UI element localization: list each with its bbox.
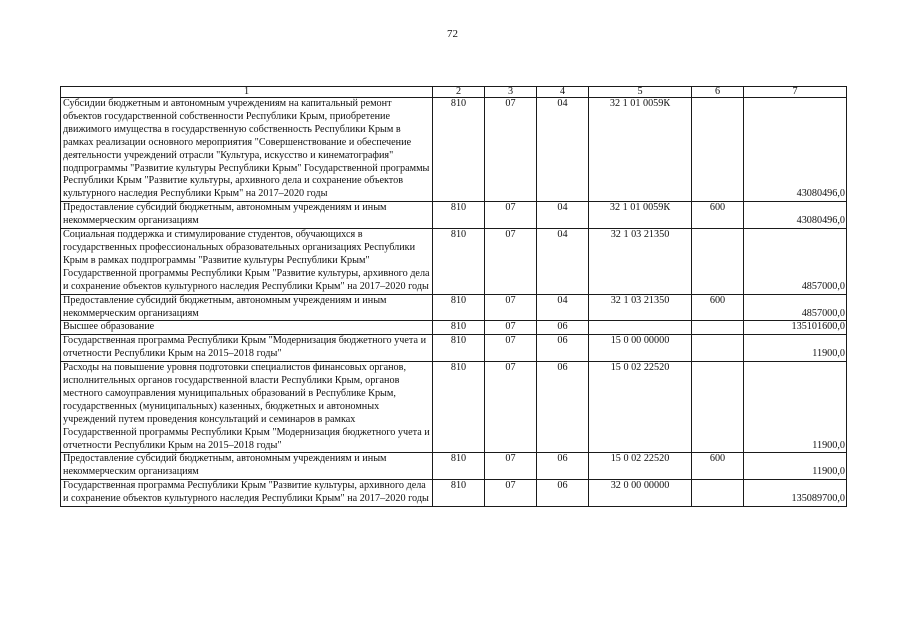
row-amount: 11900,0	[744, 335, 847, 362]
row-ministry-code: 810	[433, 98, 485, 202]
row-ministry-code: 810	[433, 202, 485, 229]
row-description: Высшее образование	[61, 321, 433, 335]
row-ministry-code: 810	[433, 335, 485, 362]
row-expense-type	[692, 335, 744, 362]
row-amount: 4857000,0	[744, 229, 847, 295]
row-ministry-code: 810	[433, 321, 485, 335]
table-row	[61, 480, 847, 507]
row-subsection-code: 06	[537, 321, 589, 335]
column-header: 5	[589, 87, 692, 98]
row-section-code: 07	[485, 362, 537, 453]
column-header: 4	[537, 87, 589, 98]
table-row	[61, 98, 847, 202]
row-description: Предоставление субсидий бюджетным, автономным учреждениям и иным некоммерческим организациям	[61, 294, 433, 321]
row-target-article: 32 1 01 0059К	[589, 202, 692, 229]
row-ministry-code: 810	[433, 229, 485, 295]
row-section-code: 07	[485, 294, 537, 321]
row-expense-type: 600	[692, 202, 744, 229]
row-section-code: 07	[485, 453, 537, 480]
row-amount: 4857000,0	[744, 294, 847, 321]
row-description: Социальная поддержка и стимулирование студентов, обучающихся в государственных профессиональных образовательных организациях Республики Крым в рамках подпрограммы "Развитие культуры Республики Крым" Государственной программы Республики Крым "Развитие культуры, архивного дела и сохранение объектов культурного наследия Республики Крым" на 2017–2020 годы	[61, 229, 433, 295]
row-section-code: 07	[485, 229, 537, 295]
row-subsection-code: 06	[537, 453, 589, 480]
row-subsection-code: 06	[537, 362, 589, 453]
column-header: 3	[485, 87, 537, 98]
row-section-code: 07	[485, 98, 537, 202]
row-target-article: 15 0 02 22520	[589, 453, 692, 480]
column-header: 2	[433, 87, 485, 98]
row-target-article: 32 1 03 21350	[589, 294, 692, 321]
row-description: Расходы на повышение уровня подготовки специалистов финансовых органов, исполнительных органов государственной власти Республики Крым, органов местного самоуправления муниципальных образований в Республике Крым, государственных (муниципальных) казенных, бюджетных и автономных учреждений путем проведения консультаций и семинаров в рамках Государственной программы Республики Крым "Модернизация бюджетного учета и отчетности Республики Крым на 2015–2018 годы"	[61, 362, 433, 453]
row-target-article: 32 1 03 21350	[589, 229, 692, 295]
row-amount: 135089700,0	[744, 480, 847, 507]
table-row	[61, 321, 847, 335]
page-number: 72	[447, 28, 458, 40]
row-target-article: 15 0 00 00000	[589, 335, 692, 362]
column-header: 1	[61, 87, 433, 98]
row-ministry-code: 810	[433, 294, 485, 321]
row-section-code: 07	[485, 202, 537, 229]
row-target-article: 15 0 02 22520	[589, 362, 692, 453]
row-expense-type: 600	[692, 453, 744, 480]
row-description: Государственная программа Республики Крым "Модернизация бюджетного учета и отчетности Республики Крым на 2015–2018 годы"	[61, 335, 433, 362]
row-target-article	[589, 321, 692, 335]
row-section-code: 07	[485, 321, 537, 335]
row-description: Государственная программа Республики Крым "Развитие культуры, архивного дела и сохранение объектов культурного наследия Республики Крым" на 2017–2020 годы	[61, 480, 433, 507]
table-row	[61, 453, 847, 480]
row-expense-type	[692, 480, 744, 507]
row-subsection-code: 04	[537, 202, 589, 229]
row-description: Субсидии бюджетным и автономным учреждениям на капитальный ремонт объектов государственной собственности Республики Крым, приобретение движимого имущества в государственную собственность Республики Крым в рамках реализации основного мероприятия "Совершенствование и обеспечение деятельности учреждений отрасли "Культура, искусство и кинематография" подпрограммы "Развитие культуры Республики Крым" Государственной программы Республики Крым "Развитие культуры, архивного дела и сохранение объектов культурного наследия Республики Крым" на 2017–2020 годы	[61, 98, 433, 202]
row-amount: 43080496,0	[744, 98, 847, 202]
column-header: 6	[692, 87, 744, 98]
row-subsection-code: 04	[537, 294, 589, 321]
table-row	[61, 229, 847, 295]
row-ministry-code: 810	[433, 453, 485, 480]
row-expense-type	[692, 362, 744, 453]
budget-table	[60, 86, 847, 507]
row-expense-type	[692, 321, 744, 335]
row-ministry-code: 810	[433, 362, 485, 453]
row-description: Предоставление субсидий бюджетным, автономным учреждениям и иным некоммерческим организациям	[61, 202, 433, 229]
row-target-article: 32 0 00 00000	[589, 480, 692, 507]
row-amount: 11900,0	[744, 453, 847, 480]
table-header-row	[61, 87, 847, 98]
row-subsection-code: 06	[537, 335, 589, 362]
row-section-code: 07	[485, 335, 537, 362]
row-subsection-code: 04	[537, 229, 589, 295]
row-expense-type: 600	[692, 294, 744, 321]
row-amount: 11900,0	[744, 362, 847, 453]
table-row	[61, 335, 847, 362]
row-expense-type	[692, 98, 744, 202]
column-header: 7	[744, 87, 847, 98]
table-row	[61, 362, 847, 453]
row-amount: 43080496,0	[744, 202, 847, 229]
row-subsection-code: 06	[537, 480, 589, 507]
table-row	[61, 202, 847, 229]
row-expense-type	[692, 229, 744, 295]
table-row	[61, 294, 847, 321]
row-amount: 135101600,0	[744, 321, 847, 335]
row-section-code: 07	[485, 480, 537, 507]
row-ministry-code: 810	[433, 480, 485, 507]
row-subsection-code: 04	[537, 98, 589, 202]
row-description: Предоставление субсидий бюджетным, автономным учреждениям и иным некоммерческим организациям	[61, 453, 433, 480]
row-target-article: 32 1 01 0059К	[589, 98, 692, 202]
